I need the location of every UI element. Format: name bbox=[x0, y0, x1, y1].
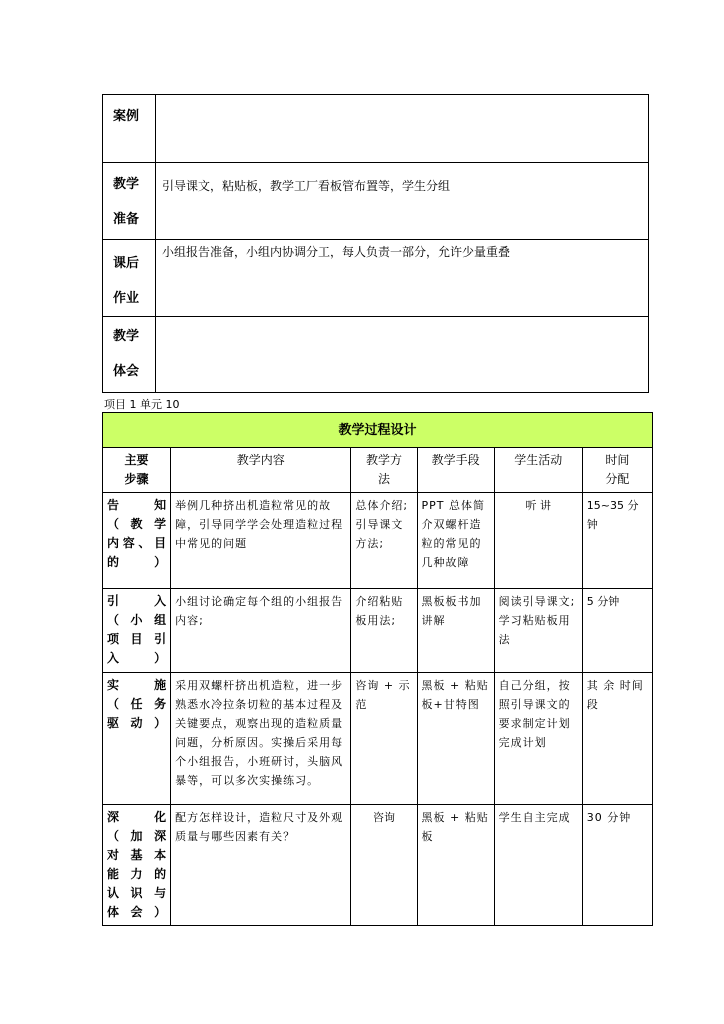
prep-label-line2: 准备 bbox=[113, 212, 140, 227]
step-line: （ 任 务 bbox=[107, 697, 167, 711]
case-row bbox=[103, 95, 649, 163]
step-line: 认 识 与 bbox=[107, 886, 167, 900]
header-time-l2: 分配 bbox=[605, 472, 630, 486]
homework-label bbox=[103, 240, 156, 317]
table-row bbox=[103, 493, 653, 589]
step-line: 对 基 本 bbox=[107, 848, 167, 862]
homework-label-line1: 课后 bbox=[113, 256, 140, 271]
time-cell: 其 余 时间段 bbox=[582, 673, 652, 805]
method-cell: 总体介绍;引导课文方法; bbox=[351, 493, 417, 589]
homework-label-line2: 作业 bbox=[113, 291, 140, 306]
method-cell: 咨询 bbox=[351, 805, 417, 926]
header-means bbox=[417, 448, 494, 493]
case-value bbox=[156, 95, 649, 163]
method-cell: 介绍粘贴板用法; bbox=[351, 589, 417, 673]
step-cell bbox=[103, 673, 171, 805]
prep-label-line1: 教学 bbox=[113, 177, 140, 192]
header-method bbox=[351, 448, 417, 493]
header-step bbox=[103, 448, 171, 493]
header-activity-l1: 学生活动 bbox=[514, 453, 563, 467]
header-means-l1: 教学手段 bbox=[431, 453, 480, 467]
unit-caption: 项目 1 单元 10 bbox=[104, 398, 180, 411]
time-cell: 30 分钟 bbox=[582, 805, 652, 926]
step-line: 项 目 引 bbox=[107, 632, 167, 646]
activity-cell: 阅读引导课文;学习粘贴板用法 bbox=[494, 589, 582, 673]
content-cell: 小组讨论确定每个组的小组报告内容; bbox=[171, 589, 351, 673]
content-cell: 配方怎样设计，造粒尺寸及外观质量与哪些因素有关？ bbox=[171, 805, 351, 926]
process-title-row bbox=[103, 413, 653, 448]
homework-value: 小组报告准备，小组内协调分工，每人负责一部分，允许少量重叠 bbox=[156, 240, 649, 317]
table-row bbox=[103, 805, 653, 926]
step-line: 能 力 的 bbox=[107, 867, 167, 881]
step-cell bbox=[103, 493, 171, 589]
content-cell: 举例几种挤出机造粒常见的故障，引导同学学会处理造粒过程中常见的问题 bbox=[171, 493, 351, 589]
activity-cell: 听 讲 bbox=[494, 493, 582, 589]
prep-row bbox=[103, 163, 649, 240]
step-line: 引入 bbox=[107, 594, 167, 608]
step-line: 驱动） bbox=[107, 716, 167, 730]
step-line: 深化 bbox=[107, 810, 167, 824]
step-line: 体会） bbox=[107, 905, 167, 919]
case-label-text: 案例 bbox=[113, 109, 140, 124]
step-line: （ 小 组 bbox=[107, 613, 167, 627]
reflection-row bbox=[103, 317, 649, 393]
header-step-l1: 主要 bbox=[124, 453, 149, 467]
means-cell: PPT 总体简介双螺杆造粒的常见的几种故障 bbox=[417, 493, 494, 589]
table-row bbox=[103, 673, 653, 805]
reflection-value bbox=[156, 317, 649, 393]
means-cell: 黑板板书加讲解 bbox=[417, 589, 494, 673]
step-line: （ 加 深 bbox=[107, 829, 167, 843]
step-line: 内容、目 bbox=[107, 536, 167, 550]
time-cell: 5 分钟 bbox=[582, 589, 652, 673]
header-content-l1: 教学内容 bbox=[236, 453, 285, 467]
content-cell: 采用双螺杆挤出机造粒，进一步熟悉水冷拉条切粒的基本过程及关键要点，观察出现的造粒质量问题，分析原因。实操后采用每个小组报告，小班研讨，头脑风暴等，可以多次实操练习。 bbox=[171, 673, 351, 805]
means-cell: 黑板 + 粘贴板 bbox=[417, 805, 494, 926]
step-cell bbox=[103, 805, 171, 926]
prep-label bbox=[103, 163, 156, 240]
step-line: 实施 bbox=[107, 678, 167, 692]
reflection-label-line2: 体会 bbox=[113, 364, 140, 379]
header-time bbox=[582, 448, 652, 493]
header-step-l2: 步骤 bbox=[124, 472, 149, 486]
step-cell bbox=[103, 589, 171, 673]
top-info-table bbox=[102, 94, 649, 393]
process-table bbox=[102, 412, 653, 926]
step-line: 入） bbox=[107, 651, 167, 665]
reflection-label bbox=[103, 317, 156, 393]
step-line: 的） bbox=[107, 555, 167, 569]
method-cell: 咨询 + 示范 bbox=[351, 673, 417, 805]
activity-cell: 自己分组，按照引导课文的要求制定计划完成计划 bbox=[494, 673, 582, 805]
process-header-row bbox=[103, 448, 653, 493]
header-method-l2: 法 bbox=[377, 472, 390, 486]
reflection-label-line1: 教学 bbox=[113, 329, 140, 344]
homework-row bbox=[103, 240, 649, 317]
header-time-l1: 时间 bbox=[605, 453, 630, 467]
prep-value: 引导课文，粘贴板，教学工厂看板管布置等，学生分组 bbox=[156, 163, 649, 240]
process-title: 教学过程设计 bbox=[103, 413, 653, 448]
time-cell: 15~35 分钟 bbox=[582, 493, 652, 589]
header-activity bbox=[494, 448, 582, 493]
activity-cell: 学生自主完成 bbox=[494, 805, 582, 926]
header-method-l1: 教学方 bbox=[365, 453, 402, 467]
step-line: 告知 bbox=[107, 498, 167, 512]
header-content bbox=[171, 448, 351, 493]
means-cell: 黑板 + 粘贴板+甘特图 bbox=[417, 673, 494, 805]
case-label bbox=[103, 95, 156, 163]
table-row bbox=[103, 589, 653, 673]
step-line: （ 教 学 bbox=[107, 517, 167, 531]
